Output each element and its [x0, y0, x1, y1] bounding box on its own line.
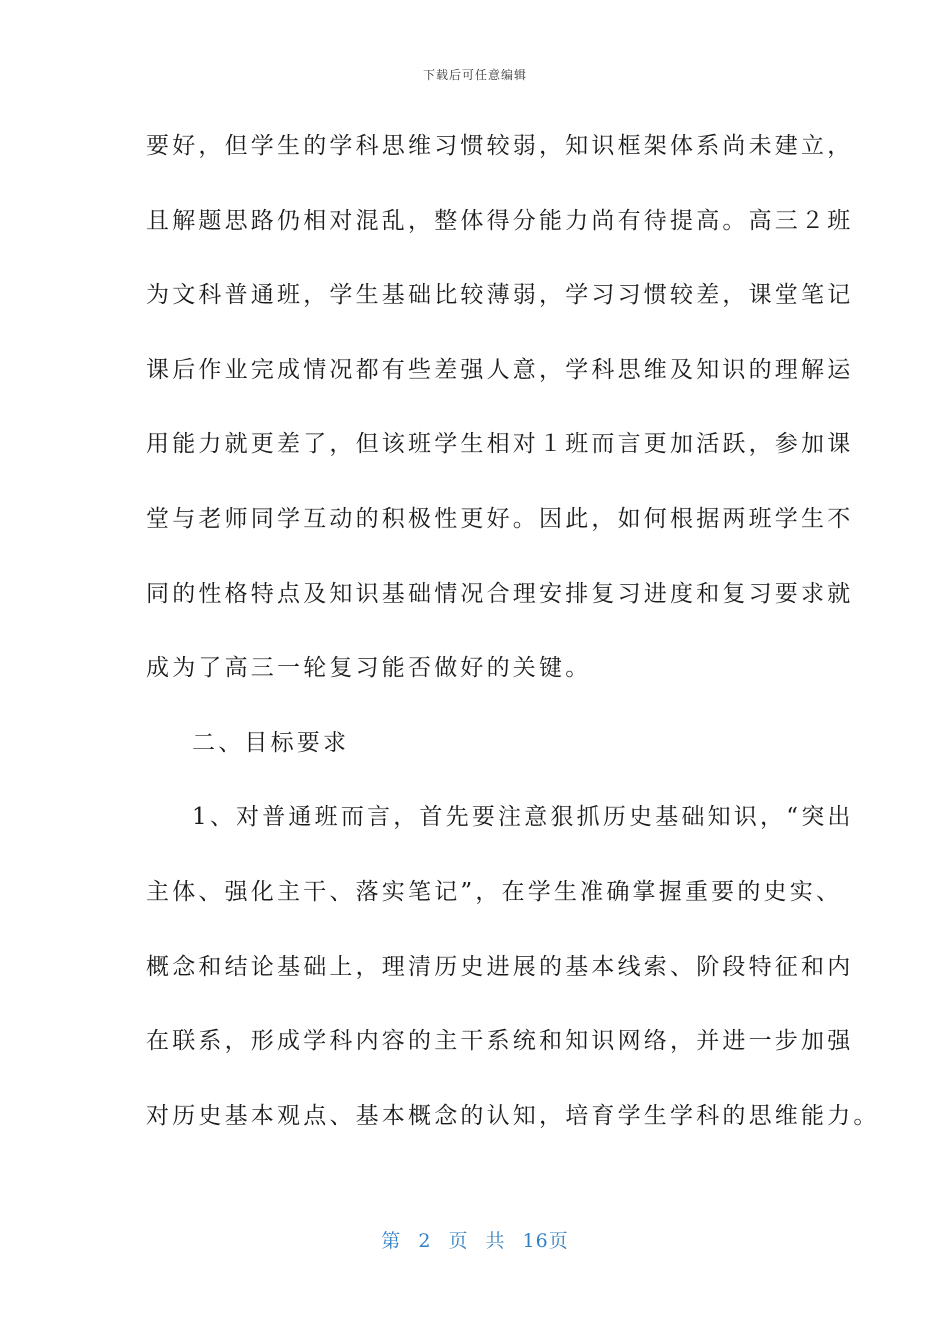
document-body [146, 126, 880, 1170]
text-line: 主体、强化主干、落实笔记”，在学生准确掌握重要的史实、 [146, 878, 843, 905]
text-line: 用能力就更差了，但该班学生相对１班而言更加活跃，参加课 [146, 431, 854, 458]
text-line: 概念和结论基础上，理清历史进展的基本线索、阶段特征和内 [146, 953, 854, 980]
text-line: 成为了高三一轮复习能否做好的关键。 [146, 655, 592, 682]
section-heading: 二、目标要求 [192, 729, 350, 756]
text-line: 且解题思路仍相对混乱，整体得分能力尚有待提高。高三２班 [146, 207, 854, 234]
text-line: 对历史基本观点、基本概念的认知，培育学生学科的思维能力。 [146, 1102, 880, 1129]
text-line: 为文科普通班，学生基础比较薄弱，学习习惯较差，课堂笔记 [146, 282, 854, 309]
page-number-footer: 第 2 页 共 16页 [381, 1230, 569, 1252]
text-line: 在联系，形成学科内容的主干系统和知识网络，并进一步加强 [146, 1028, 854, 1055]
text-line: 堂与老师同学互动的积极性更好。因此，如何根据两班学生不 [146, 505, 854, 532]
text-line: 课后作业完成情况都有些差强人意，学科思维及知识的理解运 [146, 356, 854, 383]
page-header: 下载后可任意编辑 [422, 68, 527, 82]
text-line: 1、对普通班而言，首先要注意狠抓历史基础知识，“突出 [192, 804, 854, 831]
text-line: 同的性格特点及知识基础情况合理安排复习进度和复习要求就 [146, 580, 854, 607]
text-line: 要好，但学生的学科思维习惯较弱，知识框架体系尚未建立， [146, 133, 854, 159]
